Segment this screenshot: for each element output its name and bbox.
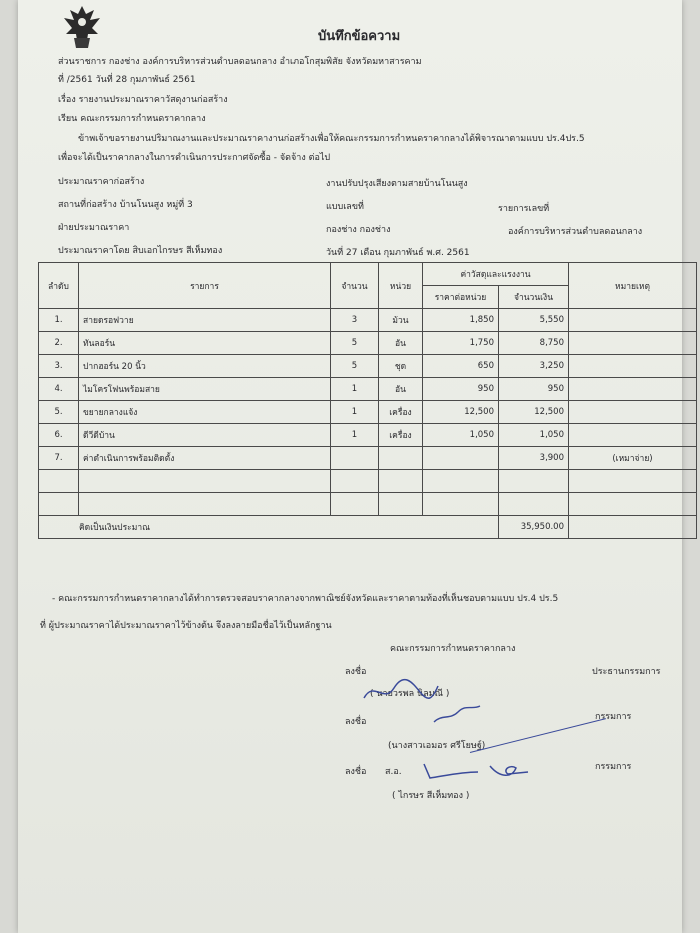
chair-role: ประธานกรรมการ: [592, 667, 661, 677]
memo-recipient: เรียน คณะกรรมการกำหนดราคากลาง: [58, 114, 206, 124]
item-number-label: รายการเลขที่: [498, 204, 550, 214]
header-cost: ค่าวัสดุและแรงงาน: [423, 263, 569, 286]
total-label: คิดเป็นเงินประมาณ: [39, 516, 499, 539]
memo-number-date: ที่ /2561 วันที่ 28 กุมภาพันธ์ 2561: [58, 75, 196, 85]
sign-label-1: ลงชื่อ: [345, 667, 367, 677]
table-row-empty: [39, 493, 697, 516]
memo-subject: เรื่อง รายงานประมาณราคาวัสดุงานก่อสร้าง: [58, 95, 228, 105]
signer-name-3: ( ไกรษร สีเห็มทอง ): [392, 791, 470, 801]
table-row: 1. สายดรอฟวาย 3 ม้วน 1,850 5,550: [39, 309, 697, 332]
header-unit: หน่วย: [379, 263, 423, 309]
header-qty: จำนวน: [331, 263, 379, 309]
footer-paragraph-1: - คณะกรรมการกำหนดราคากลางได้ทำการตรวจสอบราคากลางจากพาณิชย์จังหวัดและราคาตามท้องที่เห็นชอบตามแบบ ปร.4 ปร.5: [52, 594, 559, 604]
footer-paragraph-2: ที่ ผู้ประมาณราคาได้ประมาณราคาไว้ข้างต้น จึงลงลายมือชื่อไว้เป็นหลักฐาน: [40, 621, 332, 631]
member-role-1: กรรมการ: [595, 712, 632, 722]
plan-number-label: แบบเลขที่: [326, 202, 364, 212]
table-total-row: [39, 516, 697, 539]
project-value: งานปรับปรุงเสียงตามสายบ้านโนนสูง: [326, 179, 468, 189]
table-row: 2. ทันลอร์น 5 อัน 1,750 8,750: [39, 332, 697, 355]
table-row: 4. ไมโครโฟนพร้อมสาย 1 อัน 950 950: [39, 378, 697, 401]
table-row: 7. ค่าดำเนินการพร้อมติดตั้ง 3,900 (เหมาจ่าย): [39, 447, 697, 470]
garuda-emblem-icon: [60, 4, 104, 50]
memo-paragraph-1: ข้าพเจ้าขอรายงานปริมาณงานและประมาณราคางานก่อสร้างเพื่อให้คณะกรรมการกำหนดราคากลางได้พิจารณาตามแบบ ปร.4ปร.5: [78, 134, 585, 144]
memo-department-line: ส่วนราชการ กองช่าง องค์การบริหารส่วนตำบลดอนกลาง อำเภอโกสุมพิสัย จังหวัดมหาสารคาม: [58, 57, 422, 67]
estimation-dept-label: ฝ่ายประมาณราคา: [58, 223, 130, 233]
table-row-empty: [39, 470, 697, 493]
signer-name-1: ( นายวรพล นิลมณี ): [370, 689, 450, 699]
place-label: สถานที่ก่อสร้าง บ้านโนนสูง หมู่ที่ 3: [58, 200, 193, 210]
estimate-date: วันที่ 27 เดือน กุมภาพันธ์ พ.ศ. 2561: [326, 248, 470, 258]
table-row: 6. ดีวีดีบ้าน 1 เครื่อง 1,050 1,050: [39, 424, 697, 447]
header-no: ลำดับ: [39, 263, 79, 309]
member-role-2: กรรมการ: [595, 762, 632, 772]
sign-label-2: ลงชื่อ: [345, 717, 367, 727]
header-remark: หมายเหตุ: [569, 263, 697, 309]
signature-1-icon: [360, 676, 440, 706]
organization-value: องค์การบริหารส่วนตำบลดอนกลาง: [508, 227, 643, 237]
header-amount: จำนวนเงิน: [499, 286, 569, 309]
header-unit-price: ราคาต่อหน่วย: [423, 286, 499, 309]
estimation-dept-value: กองช่าง กองช่าง: [326, 225, 391, 235]
cost-estimate-table: [38, 262, 697, 539]
signature-3-icon: [420, 758, 530, 784]
committee-label: คณะกรรมการกำหนดราคากลาง: [390, 644, 516, 654]
table-row: 5. ขยายกลางแจ้ง 1 เครื่อง 12,500 12,500: [39, 401, 697, 424]
signer-name-2: (นางสาวเอมอร ศรีโยษฐ์): [388, 741, 486, 751]
sign-label-3: ลงชื่อ: [345, 767, 367, 777]
total-value: 35,950.00: [499, 516, 569, 539]
memo-title: บันทึกข้อความ: [318, 29, 401, 44]
signature-2-icon: [432, 704, 482, 726]
header-item: รายการ: [79, 263, 331, 309]
memo-paragraph-2: เพื่อจะได้เป็นราคากลางในการดำเนินการประกาศจัดซื้อ - จัดจ้าง ต่อไป: [58, 153, 331, 163]
estimator-line: ประมาณราคาโดย สิบเอกไกรษร สีเห็มทอง: [58, 246, 223, 256]
signer-rank-3: ส.อ.: [385, 767, 402, 777]
project-label: ประมาณราคาก่อสร้าง: [58, 177, 145, 187]
table-row: 3. ปากฮอร์น 20 นิ้ว 5 ชุด 650 3,250: [39, 355, 697, 378]
